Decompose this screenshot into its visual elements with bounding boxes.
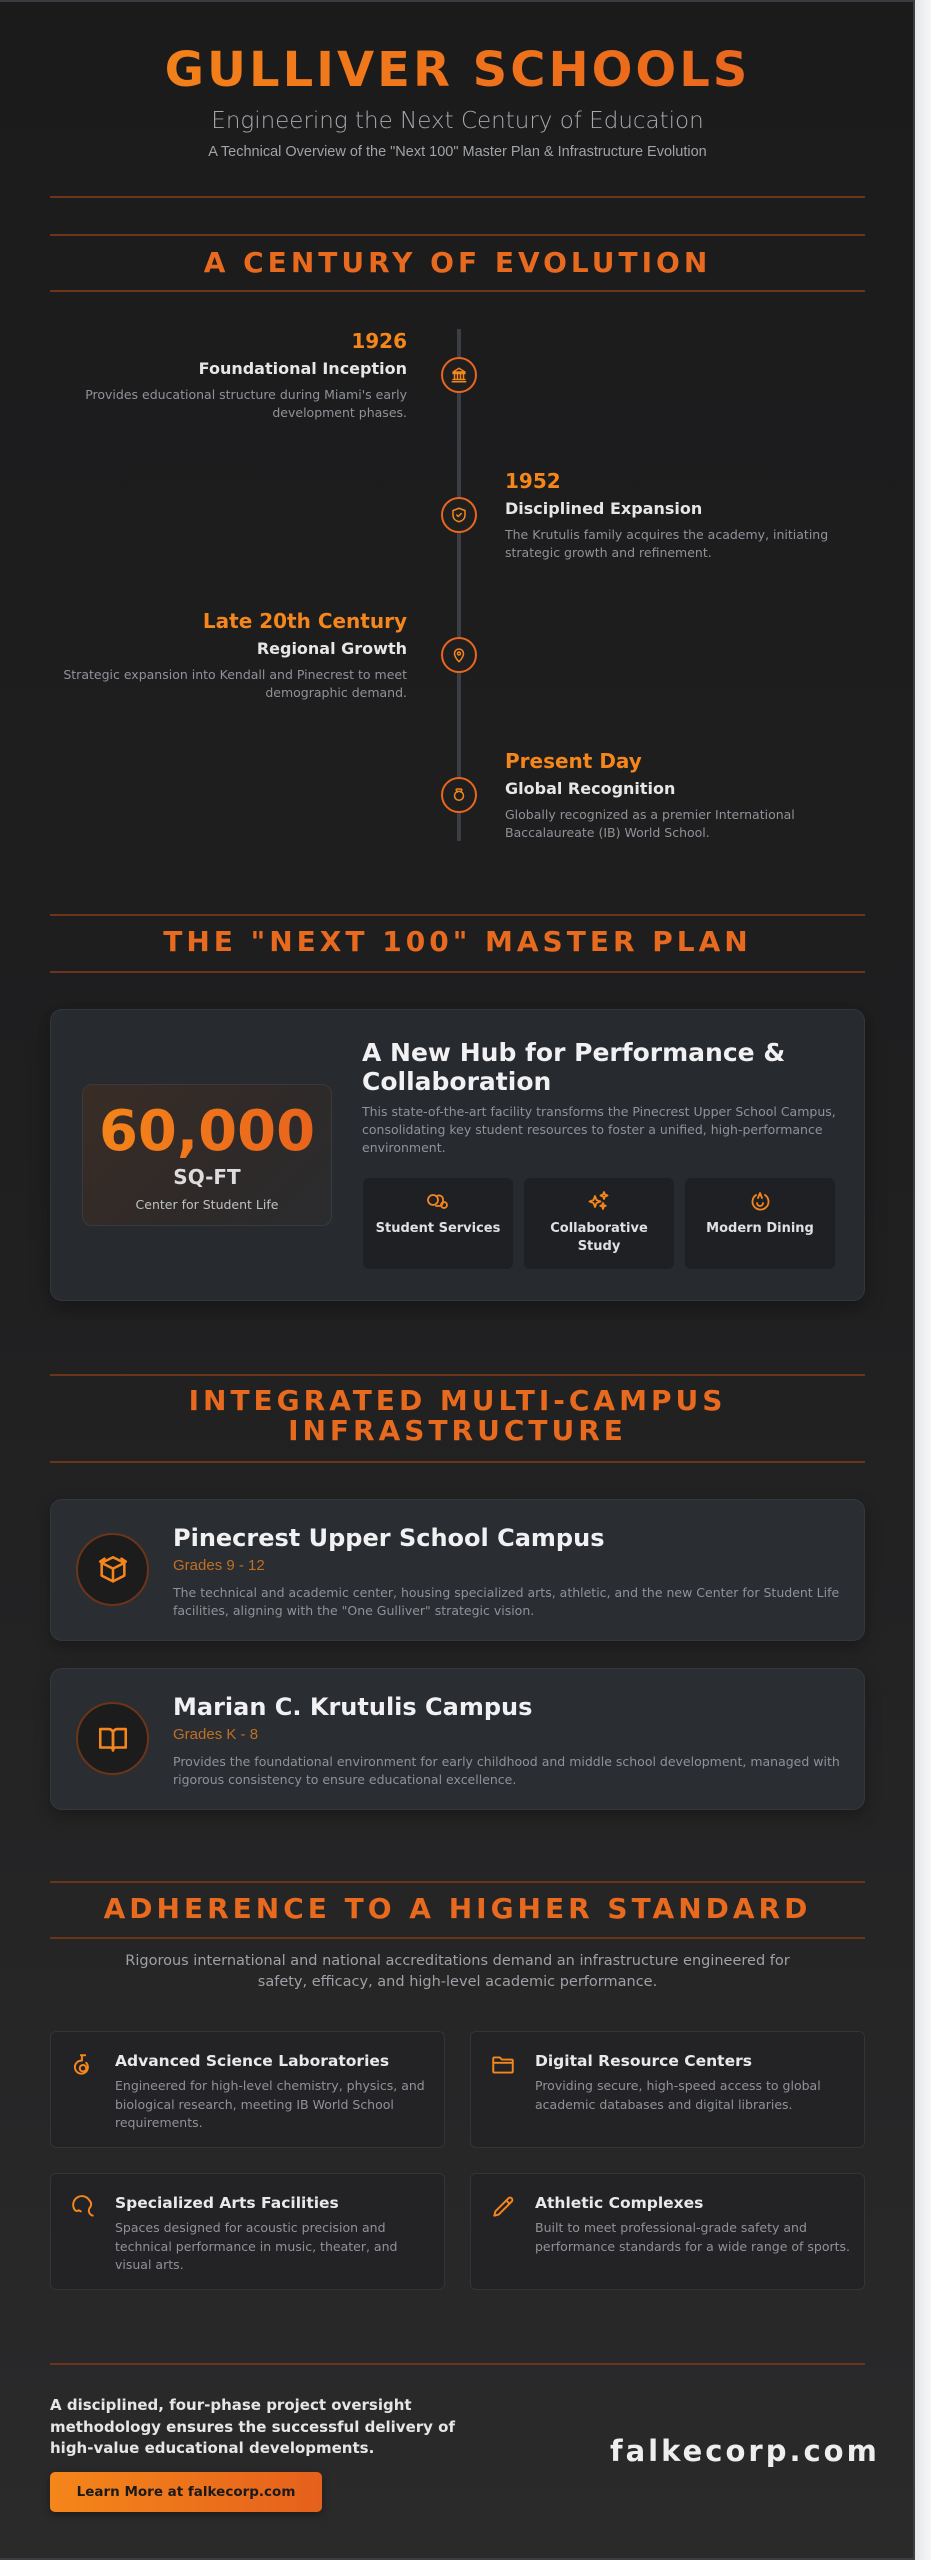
divider xyxy=(50,290,865,292)
palette-icon xyxy=(70,2194,96,2220)
timeline-year: Present Day xyxy=(505,749,642,773)
divider xyxy=(50,2363,865,2365)
award-medal-icon xyxy=(441,777,477,813)
stat-label: Center for Student Life xyxy=(135,1197,279,1212)
facility-card xyxy=(50,2031,445,2148)
timeline-description: Globally recognized as a premier International Baccalaureate (IB) World School. xyxy=(505,807,795,840)
section-title-master-plan: THE "NEXT 100" MASTER PLAN xyxy=(163,925,752,958)
timeline-description: Strategic expansion into Kendall and Pinecrest to meet demographic demand. xyxy=(63,667,407,700)
page-tagline: A Technical Overview of the "Next 100" Master Plan & Infrastructure Evolution xyxy=(208,144,707,160)
timeline-description: The Krutulis family acquires the academy, initiating strategic growth and refinement. xyxy=(505,527,829,560)
flame-icon xyxy=(747,1190,773,1212)
divider xyxy=(50,971,865,973)
timeline-item xyxy=(505,749,865,842)
divider xyxy=(50,914,865,916)
campus-grades: Grades 9 - 12 xyxy=(173,1557,265,1574)
page-subtitle: Engineering the Next Century of Education xyxy=(211,108,704,134)
sparkles-icon xyxy=(586,1190,612,1212)
stat-box xyxy=(82,1084,332,1226)
facility-title: Athletic Complexes xyxy=(535,2194,704,2212)
users-icon xyxy=(425,1190,451,1212)
feature-label: Modern Dining xyxy=(706,1221,814,1236)
divider xyxy=(50,1937,865,1939)
facility-description: Providing secure, high-speed access to global academic databases and digital libraries. xyxy=(535,2078,821,2112)
footer-text: A disciplined, four-phase project oversight methodology ensures the successful delivery of high-value educational developments. xyxy=(50,2396,455,2457)
divider xyxy=(50,1374,865,1376)
folder-icon xyxy=(490,2052,516,2078)
campus-name: Pinecrest Upper School Campus xyxy=(173,1524,605,1552)
divider xyxy=(50,1881,865,1883)
open-book-icon xyxy=(76,1702,149,1775)
timeline-heading: Foundational Inception xyxy=(198,359,407,378)
timeline-heading: Global Recognition xyxy=(505,779,676,798)
page-title: GULLIVER SCHOOLS xyxy=(0,42,915,98)
facility-card xyxy=(470,2173,865,2290)
timeline-year: Late 20th Century xyxy=(202,609,407,633)
pencil-icon xyxy=(490,2194,516,2220)
section-title-line: INTEGRATED MULTI-CAMPUS xyxy=(188,1384,727,1417)
campus-name: Marian C. Krutulis Campus xyxy=(173,1693,533,1721)
campus-description: The technical and academic center, housing specialized arts, athletic, and the new Center for Student Life facilities, aligning with the "One Gulliver" strategic vision. xyxy=(173,1585,840,1618)
feature-modern-dining xyxy=(685,1178,835,1269)
timeline-heading: Disciplined Expansion xyxy=(505,499,703,518)
learn-more-button[interactable]: Learn More at falkecorp.com xyxy=(50,2472,322,2512)
shield-check-icon xyxy=(441,497,477,533)
master-plan-description: This state-of-the-art facility transforms the Pinecrest Upper School Campus, consolidating key student resources to foster a unified, high-performance environment. xyxy=(362,1104,836,1155)
facility-card xyxy=(50,2173,445,2290)
timeline-description: Provides educational structure during Miami's early development phases. xyxy=(85,387,407,420)
section-title-campuses xyxy=(50,1386,865,1446)
facility-title: Digital Resource Centers xyxy=(535,2052,752,2070)
timeline-year: 1952 xyxy=(505,469,561,493)
window-edge xyxy=(915,0,931,2560)
facility-title: Advanced Science Laboratories xyxy=(115,2052,390,2070)
campus-description: Provides the foundational environment for early childhood and middle school development, managed with rigorous consistency to ensure educational excellence. xyxy=(173,1754,840,1787)
facility-title: Specialized Arts Facilities xyxy=(115,2194,339,2212)
campus-grades: Grades K - 8 xyxy=(173,1726,259,1743)
timeline-item xyxy=(47,329,407,422)
divider xyxy=(50,1461,865,1463)
bank-building-icon xyxy=(441,357,477,393)
timeline-line xyxy=(457,329,461,841)
timeline-heading: Regional Growth xyxy=(256,639,407,658)
flask-icon xyxy=(70,2052,96,2078)
feature-label: Student Services xyxy=(375,1221,501,1236)
timeline-item xyxy=(505,469,865,562)
master-plan-heading: A New Hub for Performance & Collaboration xyxy=(362,1038,786,1096)
open-box-icon xyxy=(76,1533,149,1606)
stat-unit: SQ-FT xyxy=(173,1165,241,1189)
timeline-item xyxy=(47,609,407,702)
divider xyxy=(50,196,865,198)
section-title-evolution: A CENTURY OF EVOLUTION xyxy=(203,246,712,279)
section-title-line: INFRASTRUCTURE xyxy=(288,1414,627,1447)
facility-description: Spaces designed for acoustic precision and technical performance in music, theater, and visual arts. xyxy=(115,2220,398,2272)
divider xyxy=(50,234,865,236)
stat-value: 60,000 xyxy=(83,1099,331,1165)
feature-label: Collaborative Study xyxy=(550,1221,648,1254)
facility-description: Engineered for high-level chemistry, physics, and biological research, meeting IB World School requirements. xyxy=(115,2078,425,2130)
timeline-year: 1926 xyxy=(351,329,407,353)
standards-intro: Rigorous international and national accreditations demand an infrastructure engineered for safety, efficacy, and high-level academic performance. xyxy=(125,1953,790,1990)
feature-student-services xyxy=(363,1178,513,1269)
brand-link[interactable]: falkecorp.com xyxy=(610,2434,880,2468)
campus-card-pinecrest xyxy=(50,1499,865,1641)
facility-card xyxy=(470,2031,865,2148)
feature-collaborative-study xyxy=(524,1178,674,1269)
facility-description: Built to meet professional-grade safety and performance standards for a wide range of sports. xyxy=(535,2220,851,2254)
section-title-standards: ADHERENCE TO A HIGHER STANDARD xyxy=(103,1892,812,1925)
map-pin-icon xyxy=(441,637,477,673)
campus-card-krutulis xyxy=(50,1668,865,1810)
